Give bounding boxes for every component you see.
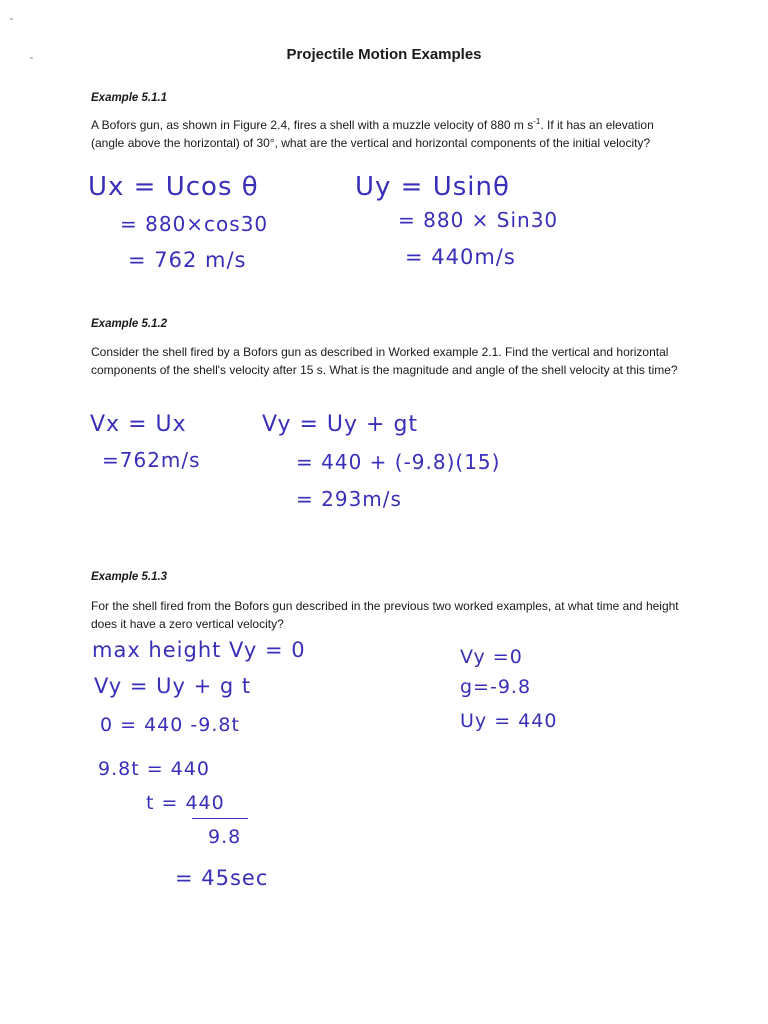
hw-uy-formula: Uy = Usinθ: [355, 172, 510, 202]
example-2-label: Example 5.1.2: [91, 318, 168, 330]
hw-zero-equation: 0 = 440 -9.8t: [100, 714, 240, 736]
hw-fraction-bar: [192, 818, 248, 819]
example-1-label: Example 5.1.1: [91, 92, 168, 104]
example-1-text-sup: -1: [533, 117, 541, 126]
example-3-label: Example 5.1.3: [91, 571, 168, 583]
hw-t-result: = 45sec: [175, 866, 269, 890]
hw-vx-formula: Vx = Ux: [90, 412, 187, 437]
hw-given-vy: Vy =0: [460, 646, 523, 668]
scan-speck: [10, 18, 13, 20]
hw-ux-substitution: = 880×cos30: [120, 212, 269, 236]
example-1-text-main: A Bofors gun, as shown in Figure 2.4, fires a shell with a muzzle velocity of 880 m s: [91, 118, 534, 132]
example-1-text-rest: . If it has an elevation (angle above the horizontal) of 30°, what are the vertical and horizontal components of the initial velocity?: [91, 118, 654, 150]
hw-uy-result: = 440m/s: [405, 245, 516, 269]
hw-rearranged: 9.8t = 440: [98, 758, 210, 780]
hw-given-g: g=-9.8: [460, 676, 532, 698]
hw-vy-equation: Vy = Uy + g t: [94, 674, 252, 698]
hw-vx-result: =762m/s: [102, 448, 201, 472]
example-2-text: Consider the shell fired by a Bofors gun as described in Worked example 2.1. Find the vertical and horizontal components of the shell's velocity after 15 s. What is the magnitude and angle of the shell velocity at this time?: [91, 345, 678, 377]
hw-uy-substitution: = 880 × Sin30: [398, 208, 559, 232]
hw-max-height: max height Vy = 0: [92, 638, 306, 662]
hw-vy-formula: Vy = Uy + gt: [262, 412, 419, 437]
example-3-text: For the shell fired from the Bofors gun described in the previous two worked examples, at what time and height does it have a zero vertical velocity?: [91, 599, 679, 631]
example-1-text: [91, 116, 681, 152]
hw-vy-result: = 293m/s: [296, 487, 402, 511]
hw-t-numerator: t = 440: [146, 792, 225, 814]
page-title: Projectile Motion Examples: [286, 46, 482, 63]
hw-t-denominator: 9.8: [208, 826, 242, 848]
hw-ux-formula: Ux = Ucos θ: [88, 172, 259, 202]
hw-vy-substitution: = 440 + (-9.8)(15): [296, 450, 501, 474]
hw-given-uy: Uy = 440: [460, 710, 558, 732]
hw-ux-result: = 762 m/s: [128, 248, 247, 272]
